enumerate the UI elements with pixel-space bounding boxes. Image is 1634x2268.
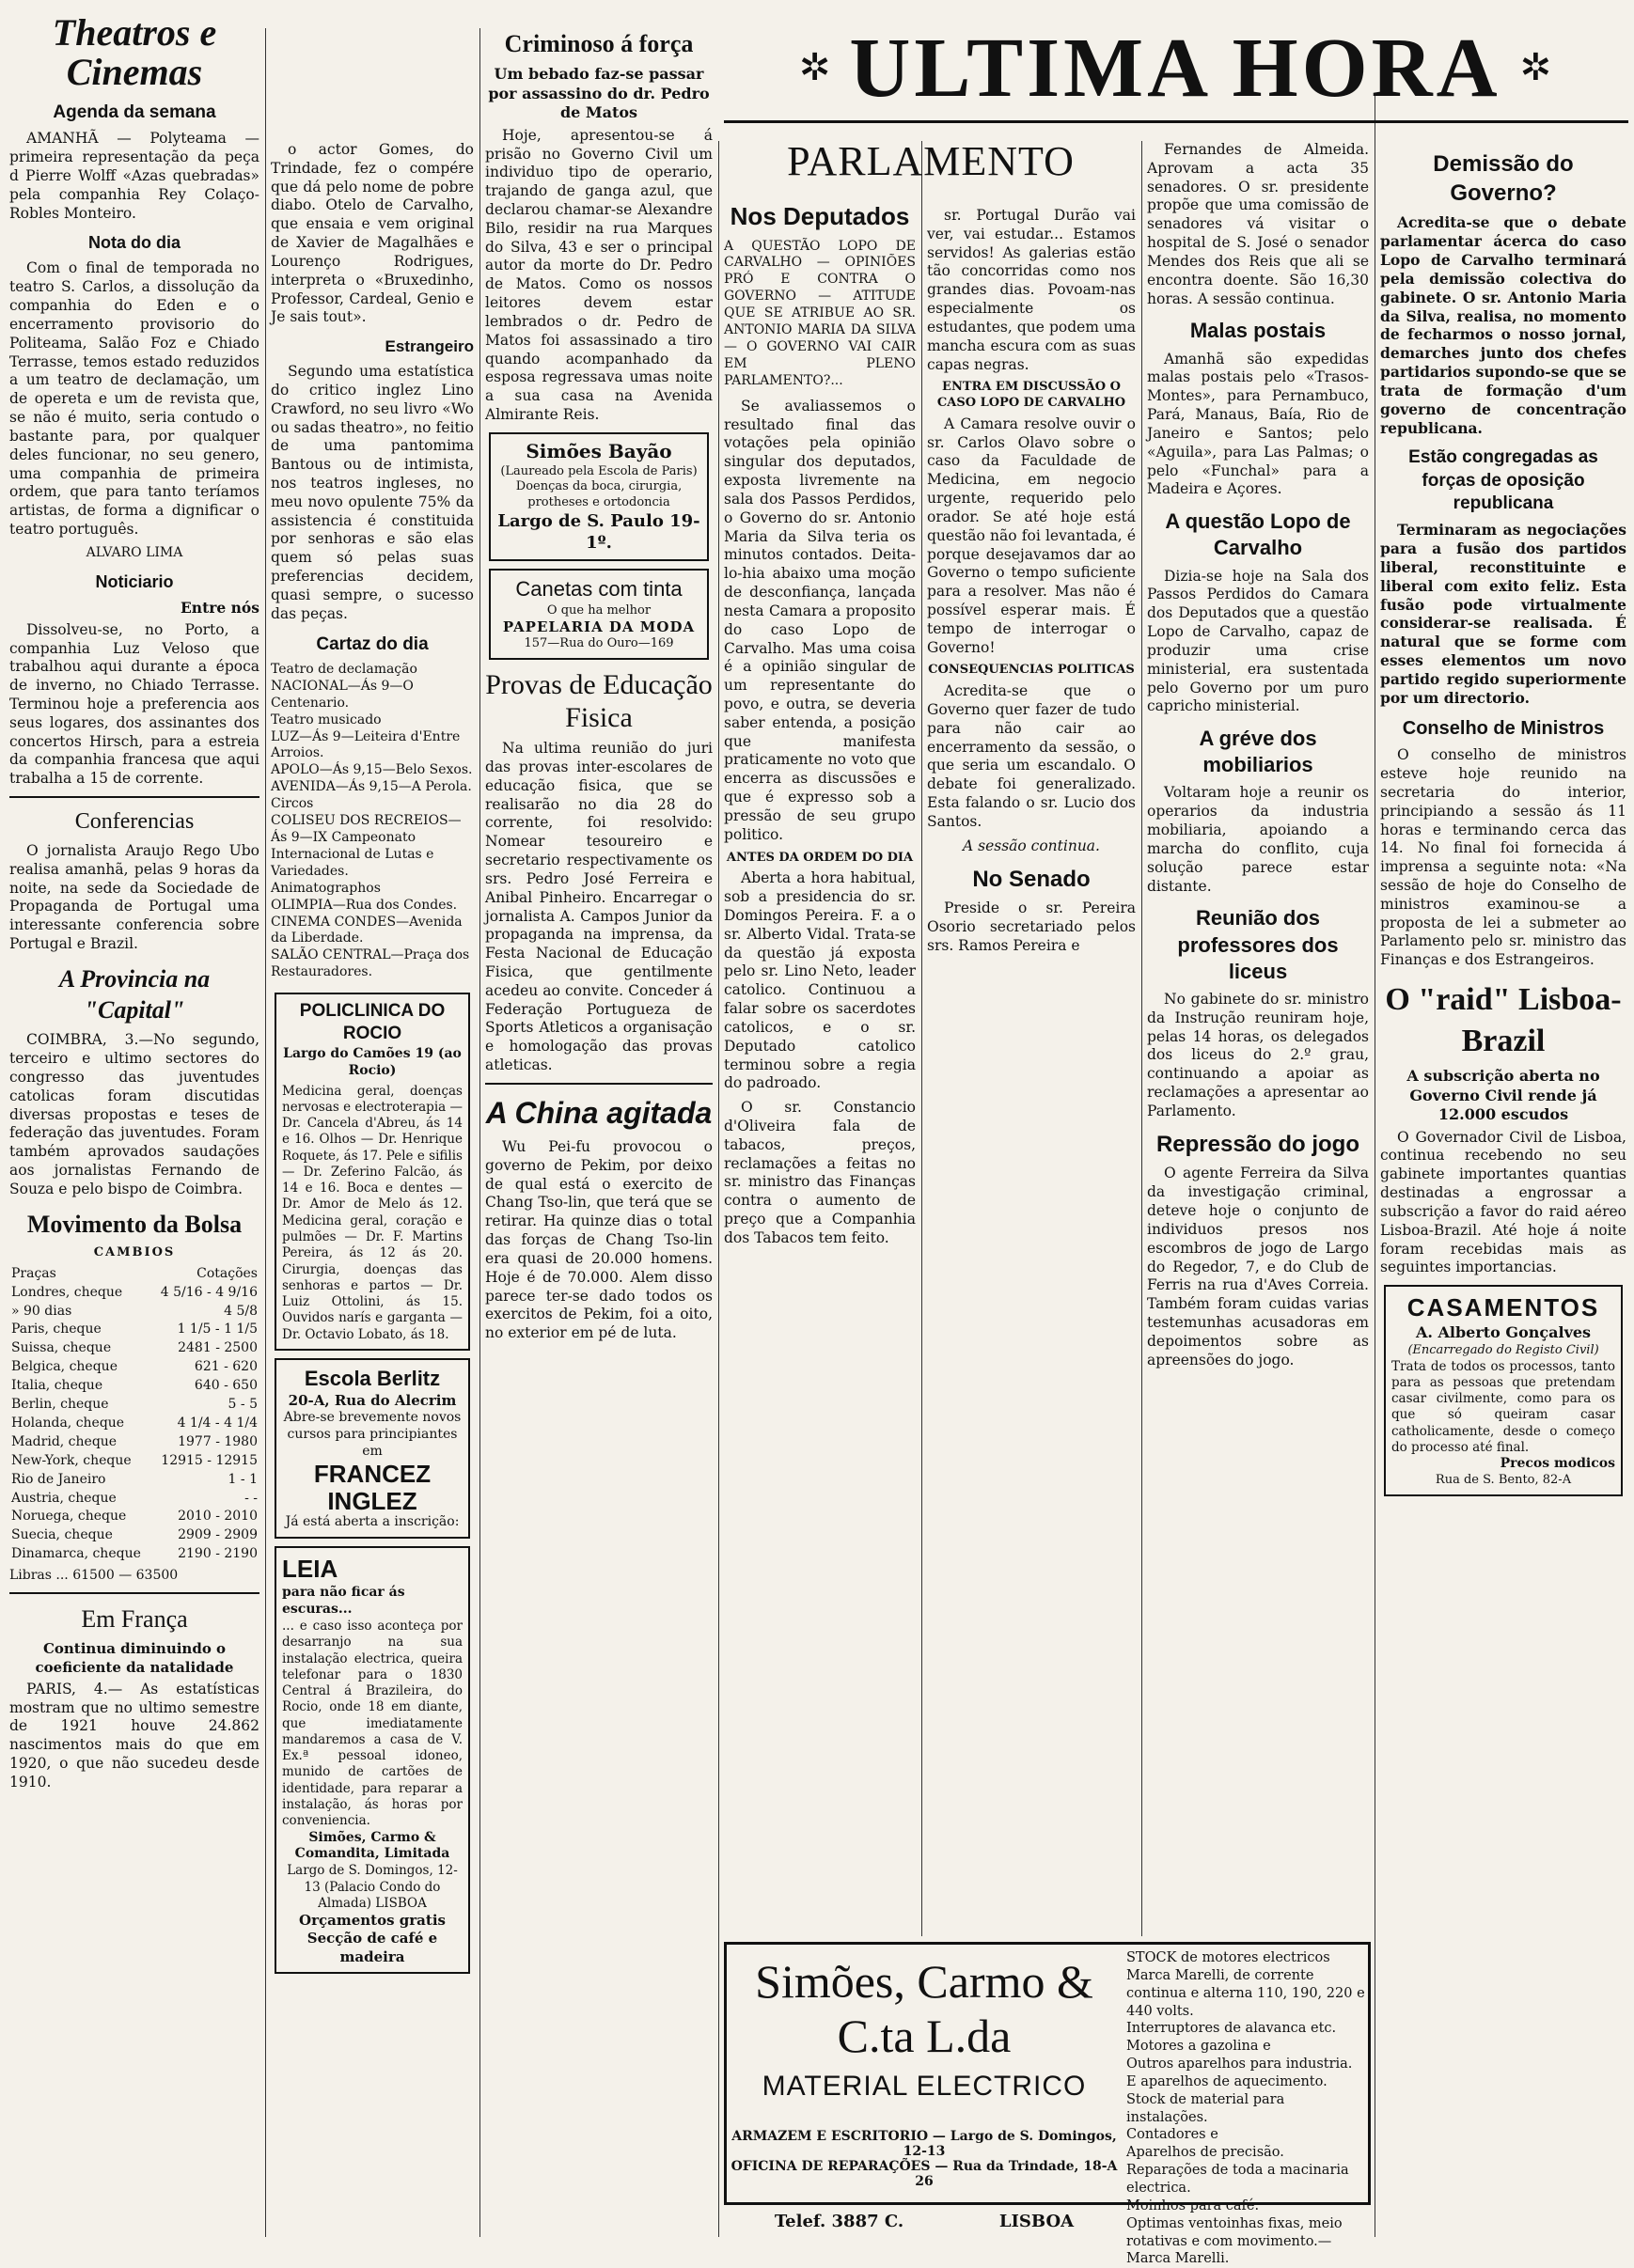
crime-title: Criminoso á força xyxy=(504,30,694,57)
list-item: NACIONAL—Ás 9—O Centenario. xyxy=(271,678,414,711)
article-text: Se avaliassemos o resultado final das votações pela opinião singular dos deputados, exposta livremente na sala dos Passos Perdidos, o Governo do sr. Antonio Maria da Silva teria os minutos contados. Deita-lo-hia abaixo uma moção de desconfiança, lançada nesta Camara a proposito do caso Lopo de Carvalho. Mas uma coisa é a opinião singular de um representante do povo, e outra, se deveria saber entenda, a posição que manifesta praticamente no voto que encerra as discussões e que é expresso sob a pressão de seu grupo politico. xyxy=(724,397,916,843)
divider xyxy=(485,1083,713,1085)
bolsa-title: Movimento da Bolsa xyxy=(26,1210,243,1238)
table-row xyxy=(9,1415,259,1433)
table-cell: Noruega, cheque xyxy=(11,1509,127,1525)
nota-author: ALVARO LIMA xyxy=(86,544,183,560)
canetas-sub: O que ha melhor xyxy=(546,602,652,618)
noticiario-title: Noticiario xyxy=(95,571,174,591)
bayao-title: Simões Bayão xyxy=(526,439,672,462)
casamentos-ad xyxy=(1384,1285,1623,1495)
leia-foot: Secção de café e madeira xyxy=(306,1930,438,1965)
policlinica-title: POLICLINICA DO ROCIO xyxy=(299,1001,446,1044)
bolsa-table xyxy=(9,1265,259,1565)
table-row xyxy=(9,1284,259,1303)
continua-text: A sessão continua. xyxy=(963,837,1100,854)
list-item: Optimas ventoinhas fixas, meio rotativas e com movimento.—Marca Marelli. xyxy=(1126,2215,1343,2267)
casamentos-addr: Rua de S. Bento, 82-A xyxy=(1435,1473,1572,1488)
casamentos-sub: (Encarregado do Registo Civil) xyxy=(1407,1342,1599,1357)
column-6 xyxy=(1147,0,1369,1917)
table-cell: 2909 - 2909 xyxy=(178,1527,258,1543)
list-item: LUZ—Ás 9—Leiteira d'Entre Arroios. xyxy=(271,728,461,761)
estrangeiro-text: Segundo uma estatística do critico inglez Lino Crawford, no seu livro «Wo ou sadas theatro», no feitio de uma pantomima Bantous ou de intimista, nos teatros ingleses, no meu novo opulente 75% da assistencia é constituida por senhoras e são elas quem só pelas suas preferencias decidem, quasi sempre, o sucesso das peças. xyxy=(271,363,474,622)
list-item: Stock de material para instalações. xyxy=(1126,2091,1285,2125)
column-7 xyxy=(1380,0,1626,2237)
berlitz-title: Escola Berlitz xyxy=(304,1366,441,1390)
policlinica-ad xyxy=(275,993,470,1351)
entre-nos: Entre nós xyxy=(180,598,259,617)
discussao-title: ENTRA EM DISCUSSÃO O CASO LOPO DE CARVALHO xyxy=(936,380,1126,411)
agenda-title: Agenda da semana xyxy=(53,102,216,122)
greve-title: A gréve dos mobiliarios xyxy=(1199,727,1317,777)
leia-text: ... e caso isso aconteça por desarranjo na sua instalação electrica, queira telefonar para o 1830 Central á Brazileira, do Rocio, onde 18 em diante, que imediatamente mandaremos a casa de V. Ex.ª pessoal idoneo, munido de cartões de identidade, para reparar a instalação, ás horas por conveniencia. xyxy=(282,1619,463,1829)
table-row xyxy=(9,1545,259,1564)
column-theatros xyxy=(9,0,259,2237)
table-cell: Paris, cheque xyxy=(11,1322,102,1337)
casamentos-foot: Precos modicos xyxy=(1500,1456,1615,1472)
franca-sub: Continua diminuindo o coeficiente da natalidade xyxy=(35,1640,234,1676)
list-item: Contadores e xyxy=(1126,2127,1218,2143)
leia-sub: para não ficar ás escuras... xyxy=(282,1585,405,1618)
bayao-text: Doenças da boca, cirurgia, protheses e ortodoncia xyxy=(515,479,683,509)
table-row xyxy=(9,1339,259,1358)
senado-title: No Senado xyxy=(972,866,1091,892)
table-cell: » 90 dias xyxy=(11,1303,72,1319)
cartaz-title: Cartaz do dia xyxy=(316,633,429,654)
demissao-text: Acredita-se que o debate parlamentar ácerca do caso Lopo de Carvalho terminará pela demissão colectiva do gabinete. O sr. Antonio Maria da Silva, realisa, no momento de fecharmos o nosso jornal, demarches junto dos chefes partidarios supondo-se que se trata de formação d'um governo de concentração republicana. xyxy=(1380,213,1626,437)
article-text: Acredita-se que o Governo quer fazer de tudo para não cair ao encerramento da sessão, o que seria um escandalo. O debate foi generalizado. Esta falando o sr. Lucio dos Santos. xyxy=(927,682,1136,830)
bayao-ad xyxy=(489,432,709,562)
list-item: Aparelhos de precisão. xyxy=(1126,2145,1284,2161)
simoes-material: MATERIAL ELECTRICO xyxy=(762,2071,1087,2102)
table-cell: 1 - 1 xyxy=(228,1471,258,1487)
cambios-label: CAMBIOS xyxy=(93,1245,176,1260)
ornament-icon: ✲ xyxy=(1519,46,1552,89)
canetas-addr: 157—Rua do Ouro—169 xyxy=(524,636,674,651)
lopo-title: A questão Lopo de Carvalho xyxy=(1165,509,1351,560)
table-cell: Belgica, cheque xyxy=(11,1359,118,1375)
table-row xyxy=(9,1396,259,1415)
list-item: Animatographos xyxy=(271,880,381,896)
table-cell: Madrid, cheque xyxy=(11,1433,118,1449)
table-cell: Berlin, cheque xyxy=(11,1397,109,1413)
table-cell: 2481 - 2500 xyxy=(178,1340,258,1356)
column-rule xyxy=(718,141,719,2237)
provincia-text: COIMBRA, 3.—No segundo, terceiro e ultimo sectores do congresso das juventudes catolicas foram discutidas diversas propostas e teses de federação das juventudes. Foram também aprovados saudações aos jornalistas Fernando de Souza e pelo bispo de Coimbra. xyxy=(9,1031,259,1197)
list-item: COLISEU DOS RECREIOS—Ás 9—IX Campeonato Internacional de Lutas e Variedades. xyxy=(271,813,462,879)
table-row xyxy=(9,1452,259,1471)
table-cell: 640 - 650 xyxy=(194,1378,258,1394)
simoes-firm: Simões, Carmo & C.ta L.da xyxy=(755,1955,1093,2062)
policlinica-addr: Largo do Camões 19 (ao Rocio) xyxy=(283,1045,462,1078)
reuniao-text: No gabinete do sr. ministro da Instrução reuniram hoje, pelas 14 horas, os delegados dos liceus do 2.º grau, continuando a apoiar as reclamações a apresentar ao Parlamento. xyxy=(1147,990,1369,1119)
list-item: OLIMPIA—Rua dos Condes. xyxy=(271,897,458,913)
provas-title: Provas de Educação Fisica xyxy=(485,669,713,733)
casamentos-name: A. Alberto Gonçalves xyxy=(1415,1323,1592,1342)
divider xyxy=(9,796,259,798)
canetas-shop: PAPELARIA DA MODA xyxy=(502,618,696,636)
article-text: A Camara resolve ouvir o sr. Carlos Olavo sobre o caso da Faculdade de Medicina, em negocio urgente, requerido pelo orador. Se até hoje está questão não foi levantada, é porque desejavamos dar ao Governo o tempo suficiente para a resolver. Mas não é possível esperar mais. É tempo de interrogar o Governo! xyxy=(927,414,1136,656)
simoes-telef: Telef. 3887 C. xyxy=(774,2212,904,2231)
raid-text: O Governador Civil de Lisboa, continua recebendo no seu gabinete importantes quantias destinadas a engrossar a subscrição a favor do raid aéreo Lisboa-Brazil. Até hoje á noite foram recebidas mais as seguintes importancias. xyxy=(1380,1128,1626,1276)
forcas-title: Estão congregadas as forças de oposição republicana xyxy=(1408,447,1598,513)
table-cell: Rio de Janeiro xyxy=(11,1471,106,1487)
berlitz-foot: Já está aberta a inscrição: xyxy=(285,1514,460,1530)
ultima-hora-title: ULTIMA HORA xyxy=(849,21,1501,115)
casamentos-title: CASAMENTOS xyxy=(1406,1293,1600,1322)
column-rule xyxy=(1141,141,1142,1936)
list-item: Interruptores de alavanca etc. xyxy=(1126,2021,1337,2037)
deputados-sub: A QUESTÃO LOPO DE CARVALHO — OPINIÕES PRÓ E CONTRA O GOVERNO — ATITUDE QUE SE ATRIBUE AO SR. ANTONIO MARIA DA SILVA — O GOVERNO VAI CAIR EM PLENO PARLAMENTO?... xyxy=(724,238,916,388)
table-row xyxy=(9,1433,259,1452)
conselho-text: O conselho de ministros esteve hoje reunido na secretaria do interior, principiando a sessão ás 11 horas e terminando cerca das 14. No final foi fornecida á imprensa a seguinte nota: «Na sessão de hoje do Conselho de ministros examinou-se a proposta de lei a submeter ao Parlamento pelo sr. ministro das Finanças e dos Estrangeiros. xyxy=(1380,746,1626,969)
list-item: E aparelhos de aquecimento. xyxy=(1126,2073,1328,2089)
article-text: O sr. Constancio d'Oliveira fala de tabacos, preços, reclamações a feitas no sr. ministro das Finanças contra o aumento de preço que a Companhia dos Tabacos tem feito. xyxy=(724,1099,916,1246)
berlitz-addr: 20-A, Rua do Alecrim xyxy=(288,1392,457,1409)
column-rule xyxy=(479,28,480,2237)
table-cell: 1977 - 1980 xyxy=(178,1433,258,1449)
crime-sub: Um bebado faz-se passar por assassino do dr. Pedro de Matos xyxy=(488,65,710,122)
stock-list xyxy=(1126,1949,1369,2268)
list-item: Circos xyxy=(271,796,314,812)
malas-title: Malas postais xyxy=(1189,319,1327,343)
table-row xyxy=(9,1490,259,1509)
nota-text: Com o final de temporada no teatro S. Carlos, a dissolução da companhia do Eden e o encerramento provisorio do Politeama, Salão Foz e Chiado Terrasse, temos estado reduzidos a um teatro de declamação, um de opereta e um de revista que, se não é muito, seria contudo o bastante para, por qualquer deles funcionar, no seu genero, uma companhia de primeira ordem, que para tanto teríamos artistas, de forma a dignificar o teatro português. xyxy=(9,259,259,539)
leia-firm: Simões, Carmo & Comandita, Limitada xyxy=(294,1829,450,1862)
berlitz-text: Abre-se brevemente novos cursos para principiantes em xyxy=(283,1410,462,1459)
list-item: Reparações de toda a macinaria electrica. xyxy=(1126,2163,1349,2196)
table-cell: Dinamarca, cheque xyxy=(11,1546,141,1562)
ordem-title: ANTES DA ORDEM DO DIA xyxy=(726,850,914,865)
table-cell: Austria, cheque xyxy=(11,1490,117,1506)
list-item: Teatro de declamação xyxy=(271,661,417,677)
column-rule xyxy=(265,28,266,2237)
article-text: Fernandes de Almeida. Aprovam a acta 35 senadores. O sr. presidente propõe que uma comissão de senadores vá visitar o hospital de S. José o senador Mendes dos Reis que ali se encontra doente. São 16,30 horas. A sessão continua. xyxy=(1147,141,1369,307)
provincia-title: A Provincia na "Capital" xyxy=(58,964,211,1025)
divider xyxy=(9,1592,259,1594)
raid-title: O "raid" Lisboa-Brazil xyxy=(1385,982,1622,1058)
table-cell: New-York, cheque xyxy=(11,1452,132,1468)
jogo-text: O agente Ferreira da Silva da investigação criminal, deteve hoje o conjunto de individuos presos nos escombros de jogo de Largo do Regedor, 7, e do Club de Ferris na rua d'Aves Correia. Também foram cuidas varias testemunhas acusadoras em depoimentos sobre as apreensões do jogo. xyxy=(1147,1165,1369,1369)
table-cell: 5 - 5 xyxy=(228,1397,258,1413)
list-item: Teatro musicado xyxy=(271,712,382,727)
leia-orc: Orçamentos gratis xyxy=(299,1912,446,1930)
table-cell: 12915 - 12915 xyxy=(161,1452,258,1468)
list-item: Motores a gazolina e xyxy=(1126,2039,1271,2055)
table-header: Praças xyxy=(11,1265,56,1281)
table-cell: Suecia, cheque xyxy=(11,1527,113,1543)
table-cell: - - xyxy=(244,1490,258,1506)
list-item: Outros aparelhos para industria. xyxy=(1126,2057,1353,2072)
franca-text: PARIS, 4.— As estatísticas mostram que no ultimo semestre de 1921 houve 24.862 nascimentos mais do que em 1920, o que não sucedeu desde 1910. xyxy=(9,1680,259,1791)
senado-text: Preside o sr. Pereira Osorio secretariado pelos srs. Ramos Pereira e xyxy=(927,899,1136,954)
table-header: Cotações xyxy=(196,1265,258,1281)
article-text: Aberta a hora habitual, sob a presidencia do sr. Domingos Pereira. F. a o sr. Alberto Vidal. Trata-se da questão já exposta pelo sr. Lino Neto, leader catolico. Continuou a falar sobre os sacerdotes catolicos, e o sr. Deputado catolico terminou sobre a regia do padroado. xyxy=(724,869,916,1092)
conferencias-text: O jornalista Araujo Rego Ubo realisa amanhã, pelas 9 horas da noite, na sede da Sociedade de Propaganda de Portugal uma interessante conferencia sobre Portugal e Brazil. xyxy=(9,841,259,952)
table-cell: 4 5/8 xyxy=(224,1303,258,1319)
greve-text: Voltaram hoje a reunir os operarios da industria mobiliaria, apoiando a marcha do conflito, cuja solução parece estar distante. xyxy=(1147,784,1369,895)
berlitz-lang: FRANCEZ INGLEZ xyxy=(313,1459,432,1515)
raid-sub: A subscrição aberta no Governo Civil rende já 12.000 escudos xyxy=(1406,1067,1600,1124)
parlamento-title: PARLAMENTO xyxy=(787,138,1075,184)
list-item: SALÃO CENTRAL—Praça dos Restauradores. xyxy=(271,947,470,980)
table-cell: 2190 - 2190 xyxy=(178,1546,258,1562)
table-cell: Italia, cheque xyxy=(11,1378,103,1394)
jogo-title: Repressão do jogo xyxy=(1155,1131,1360,1157)
column-5 xyxy=(927,0,1136,1917)
table-cell: 1 1/5 - 1 1/5 xyxy=(177,1322,258,1337)
simoes-armazem: ARMAZEM E ESCRITORIO — Largo de S. Domingos, 12-13 xyxy=(731,2129,1117,2159)
table-cell: 4 5/16 - 4 9/16 xyxy=(160,1284,258,1300)
cartaz-list xyxy=(271,662,474,981)
table-cell: Holanda, cheque xyxy=(11,1415,125,1431)
list-item: AVENIDA—Ás 9,15—A Perola. xyxy=(271,779,472,795)
table-row xyxy=(9,1508,259,1526)
china-text: Wu Pei-fu provocou o governo de Pekim, por deixo de qual está o exercito de Chang Tso-lin, que terá que se retirar. Ha quinze dias o total das forças de Chang Tso-lin era quasi de 20.000 homens. Hoje é de 70.000. Alem disso parece ter-se dado todos os exercitos de Pekim, foi a oito, no exterior em pé de luta. xyxy=(485,1137,713,1342)
column-rule xyxy=(921,141,922,1936)
provas-text: Na ultima reunião do juri das provas inter-escolares de educação fisica, que se realisarão no dia 28 do corrente, foi resolvido: Nomear tesoureiro e secretario respectivamente os srs. Pedro José Ferreira e Anibal Pinheiro. Encarregar o jornalista A. Campos Junior da propaganda na imprensa, da Festa Nacional de Educação Fisica, que gentilmente acedeu ao convite. Conceder á Federação Portugueza de Sports Atleticos a organisação e homologação das provas atleticas. xyxy=(485,740,713,1074)
noticiario-text: Dissolveu-se, no Porto, a companhia Luz Veloso que trabalhou aqui durante a época de inverno, no Chiado Terrasse. Terminou hoje a preferencia aos seus logares, dos assinantes dos concertos Hirsch, para a estreia da companhia francesa que aqui trabalha a 15 de corrente. xyxy=(9,620,259,788)
table-cell: Suissa, cheque xyxy=(11,1340,112,1356)
table-row xyxy=(9,1303,259,1322)
table-row xyxy=(9,1471,259,1490)
table-row xyxy=(9,1377,259,1396)
canetas-title: Canetas com tinta xyxy=(515,577,683,602)
crime-text: Hoje, apresentou-se á prisão no Governo Civil um individuo tipo de operario, trajando de ganga azul, que declarou chamar-se Alexandre Bilo, residir na rua Marques do Silva, 43 e ser o principal autor da morte do Dr. Pedro de Matos. Como os nossos leitores devem estar lembrados o dr. Pedro de Matos foi assassinado a tiro quando acompanhado da esposa regressava umas noite a sua casa na Avenida Almirante Reis. xyxy=(485,126,713,424)
berlitz-ad xyxy=(275,1358,470,1539)
table-cell: 4 1/4 - 4 1/4 xyxy=(177,1415,258,1431)
estrangeiro-title: Estrangeiro xyxy=(385,337,474,356)
theatros-masthead: Theatros e Cinemas xyxy=(52,11,217,93)
list-item: Moinhos para café. xyxy=(1126,2198,1260,2213)
article-text: o actor Gomes, do Trindade, fez o compére que dá pelo nome de pobre diabo. Otelo de Carvalho, que ensaia e vem original de Xavier de Magalhães e Lourenço Rodrigues, interpreta o «Bruxedinho, Professor, Cardeal, Genio e Je sais tout». xyxy=(271,141,474,326)
bayao-addr: Largo de S. Paulo 19-1º. xyxy=(497,511,700,554)
deputados-title: Nos Deputados xyxy=(730,202,910,231)
demissao-title: Demissão do Governo? xyxy=(1433,151,1574,206)
column-2 xyxy=(271,0,474,2237)
list-item: CINEMA CONDES—Avenida da Liberdade. xyxy=(271,914,463,946)
list-item: STOCK de motores electricos Marca Marelli, de corrente continua e alterna 110, 190, 220 e 440 volts. xyxy=(1126,1950,1365,2019)
policlinica-text: Medicina geral, doenças nervosas e electroterapia — Dr. Cancela d'Abreu, ás 14 e 16. Olhos — Dr. Henrique Roquete, ás 17. Pele e sifilis — Dr. Zeferino Falcão, ás 14 e 16. Boca e dentes — Dr. Amor de Melo ás 12. Medicina geral, coração e pulmões — Dr. F. Martins Pereira, ás 12 ás 20. Cirurgia, doenças das senhoras e partos — Dr. Luiz Ottolini, ás 15. Ouvidos narís e garganta — Dr. Octavio Lobato, ás 18. xyxy=(282,1083,463,1342)
malas-text: Amanhã são expedidas malas postais pelo «Trasos-Montes», para Pernambuco, Pará, Manaus, Baía, Rio de Janeiro e Santos; pelo «Aguila», para Las Palmas; o pelo «Funchal» para a Madeira e Açores. xyxy=(1147,350,1369,498)
simoes-contact xyxy=(727,2212,1122,2231)
table-cell: 621 - 620 xyxy=(194,1359,258,1375)
table-row xyxy=(9,1321,259,1339)
nota-title: Nota do dia xyxy=(88,233,181,253)
table-row xyxy=(9,1358,259,1377)
ornament-icon: ✲ xyxy=(798,46,831,89)
forcas-text: Terminaram as negociações para a fusão dos partidos liberal, reconstituinte e liberal com exito feliz. Esta fusão pode virtualmente considerar-se realisada. É natural que se forme com esses elementos um novo partido regido superiormente por um directorio. xyxy=(1380,521,1626,707)
franca-title: Em França xyxy=(81,1605,188,1634)
leia-title: LEIA xyxy=(282,1555,338,1583)
agenda-text: AMANHÃ — Polyteama — primeira representação da peça d Pierre Wolff «Azas quebradas» pela companhia Rey Colaço-Robles Monteiro. xyxy=(9,130,259,222)
table-cell: Londres, cheque xyxy=(11,1284,123,1300)
simoes-lisboa: LISBOA xyxy=(998,2212,1075,2231)
leia-ad xyxy=(275,1546,470,1974)
simoes-ad-left xyxy=(727,1945,1122,2231)
table-cell: 2010 - 2010 xyxy=(178,1509,258,1525)
list-item: APOLO—Ás 9,15—Belo Sexos. xyxy=(271,762,473,778)
table-row xyxy=(9,1526,259,1545)
conferencias-title: Conferencias xyxy=(74,809,195,835)
table-header-row xyxy=(9,1265,259,1284)
leia-addr: Largo de S. Domingos, 12-13 (Palacio Condo do Almada) LISBOA xyxy=(287,1863,458,1911)
consequencias-title: CONSEQUENCIAS POLITICAS xyxy=(928,663,1135,678)
canetas-ad xyxy=(489,569,709,660)
column-3 xyxy=(485,0,713,2237)
simoes-oficina: OFICINA DE REPARAÇÕES — Rua da Trindade, 18-A 26 xyxy=(731,2159,1118,2189)
reuniao-title: Reunião dos professores dos liceus xyxy=(1177,906,1339,983)
lopo-text: Dizia-se hoje na Sala dos Passos Perdidos do Camara dos Deputados que a questão Lopo de Carvalho, capaz de produzir uma crise ministerial, era sustentada pelo Governo por um puro capricho ministerial. xyxy=(1147,567,1369,715)
bayao-sub: (Laureado pela Escola de Paris) xyxy=(500,463,698,478)
libras-row: Libras ... 61500 — 63500 xyxy=(9,1568,179,1584)
china-title: A China agitada xyxy=(485,1095,713,1130)
article-text: sr. Portugal Durão vai ver, vai estudar... Estamos servidos! As galerias estão tão concorridas como nos grandes dias. Povoam-nas especialmente os estudantes, que podem uma mancha escura com as suas capas negras. xyxy=(927,207,1136,373)
casamentos-text: Trata de todos os processos, tanto para as pessoas que pretendam casar civilmente, como para os que só queiram casar catholicamente, desde o começo do processo até final. xyxy=(1391,1358,1615,1455)
conselho-title: Conselho de Ministros xyxy=(1402,717,1605,739)
